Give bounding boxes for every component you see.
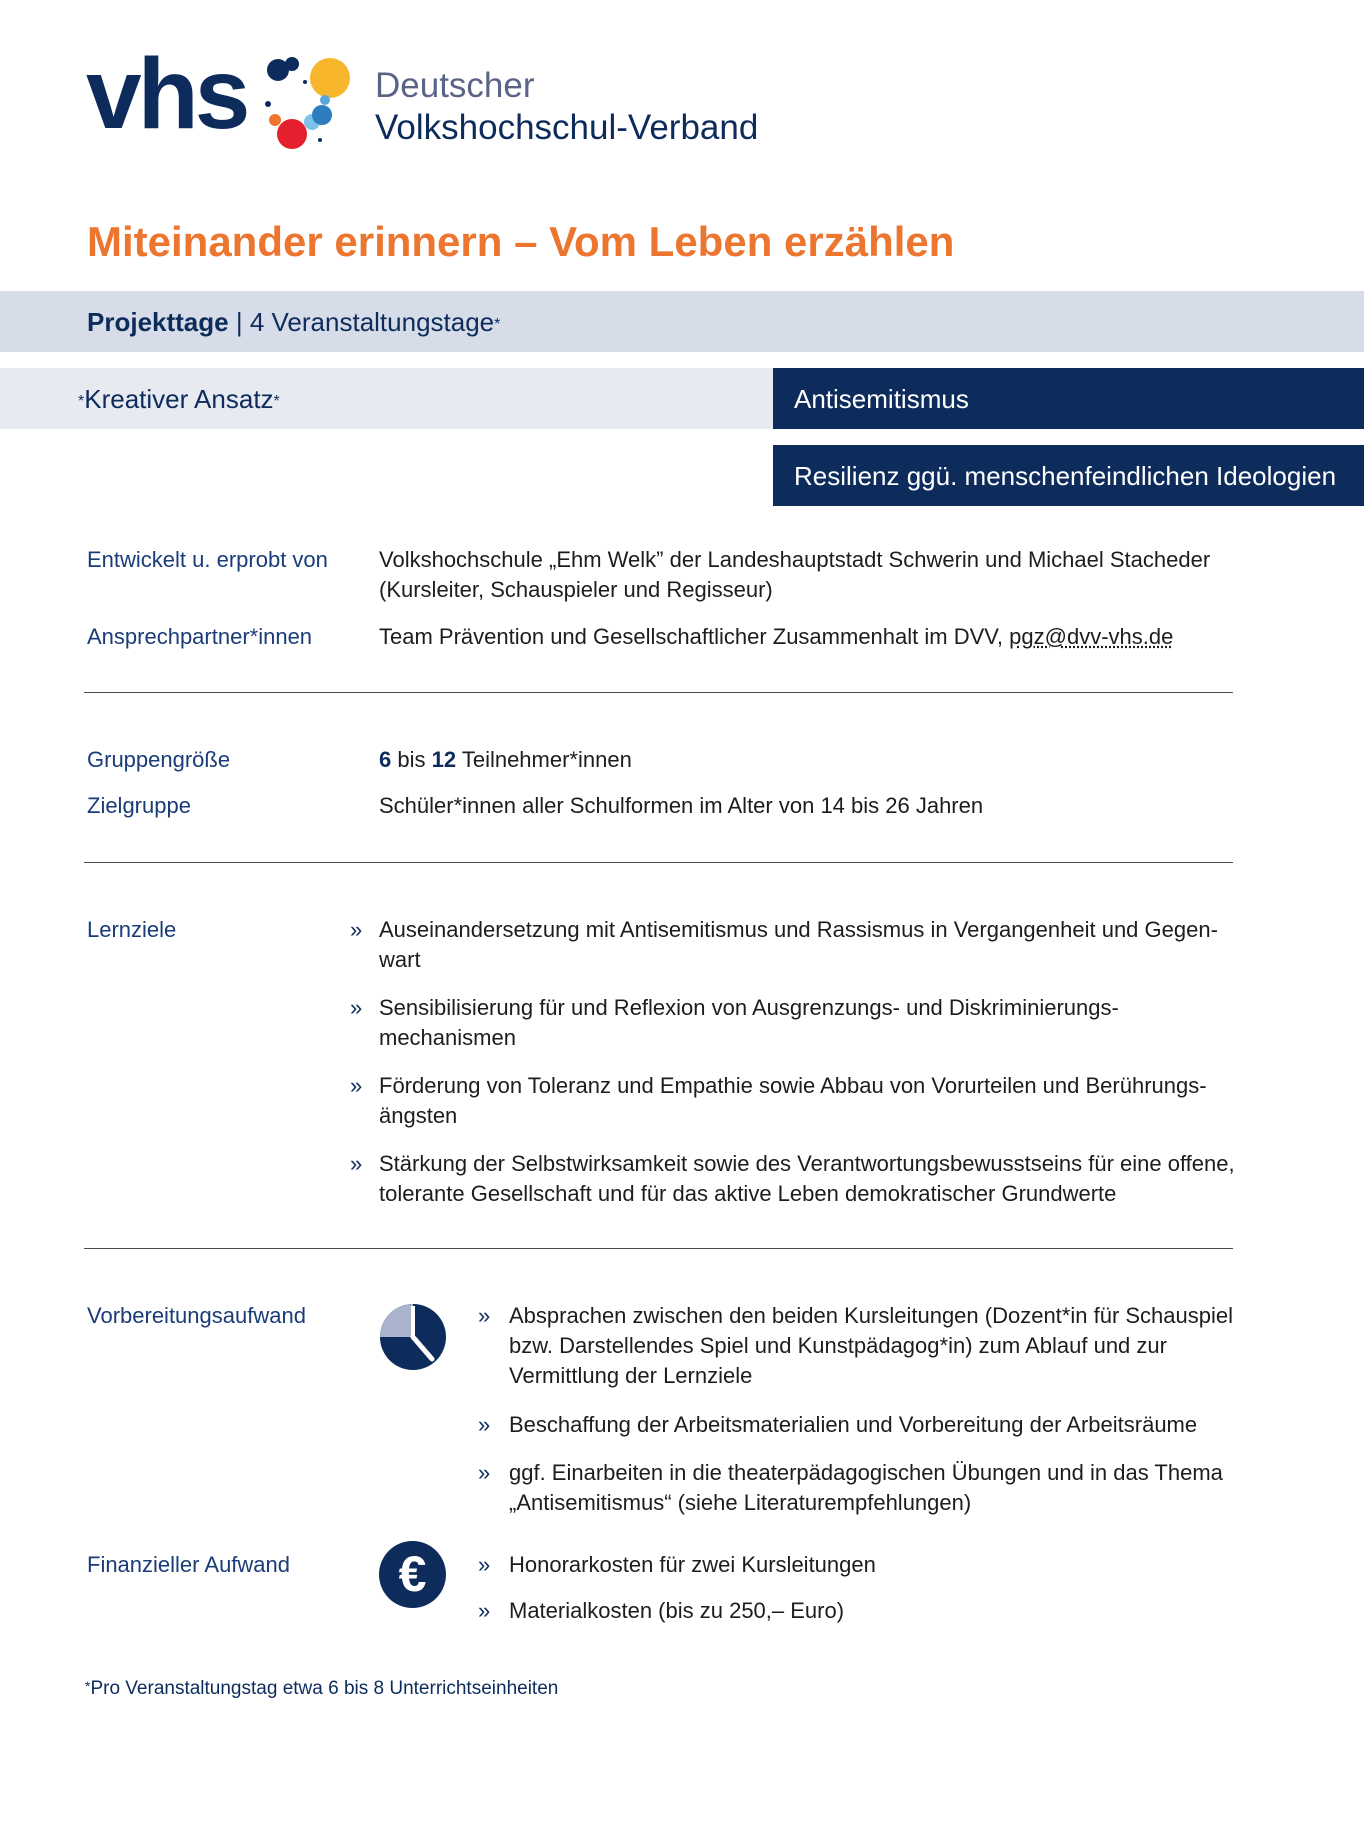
contact-label: Ansprechpartner*innen xyxy=(87,624,313,649)
finance-list xyxy=(478,1550,1238,1642)
org-name-line2: Volkshochschul-Verband xyxy=(375,108,759,147)
prep-text: Beschaffung der Arbeitsmaterialien und Vorbereitung der Arbeitsräume xyxy=(509,1412,1198,1437)
goal-text: Sensibilisierung für und Reflexion von Ausgrenzungs- und Diskriminierungs-mechanismen xyxy=(379,995,1119,1050)
goal-text: Auseinandersetzung mit Antisemitismus und Rassismus in Vergangenheit und Gegen-wart xyxy=(379,917,1218,972)
tag-label: Resilienz ggü. menschenfeindlichen Ideologien xyxy=(794,461,1337,491)
preparation-list xyxy=(478,1301,1238,1536)
bullet: » xyxy=(478,1598,491,1623)
clock-icon xyxy=(379,1303,447,1371)
contact-team: Team Prävention und Gesellschaftlicher Zusammenhalt im DVV, xyxy=(379,624,1004,649)
finance-item xyxy=(478,1550,1238,1596)
logo-dots-icon xyxy=(250,52,360,152)
goal-item xyxy=(350,915,1240,993)
finance-label: Finanzieller Aufwand xyxy=(87,1552,291,1577)
prep-item xyxy=(478,1458,1238,1536)
finance-text: Honorarkosten für zwei Kursleitungen xyxy=(509,1552,876,1577)
target-label: Zielgruppe xyxy=(87,793,191,818)
prep-item xyxy=(478,1301,1238,1410)
goal-item xyxy=(350,993,1240,1071)
preparation-label: Vorbereitungsaufwand xyxy=(87,1303,306,1328)
star: * xyxy=(78,393,85,410)
goals-label: Lernziele xyxy=(87,917,177,942)
bullet: » xyxy=(350,1151,363,1176)
finance-text: Materialkosten (bis zu 250,– Euro) xyxy=(509,1598,845,1623)
footnote xyxy=(85,1678,558,1700)
prep-text: ggf. Einarbeiten in die theaterpädagogischen Übungen und in das Thema „Antisemitismus“ (siehe Literaturempfehlungen) xyxy=(509,1460,1223,1515)
vhs-logo: vhs xyxy=(86,38,247,150)
group-max: 12 xyxy=(431,747,457,772)
developed-value: Volkshochschule „Ehm Welk” der Landeshauptstadt Schwerin und Michael Stacheder (Kursleiter, Schauspieler und Regisseur) xyxy=(379,547,1211,602)
format-text xyxy=(87,307,500,338)
page-title: Miteinander erinnern – Vom Leben erzählen xyxy=(87,218,955,265)
goal-item xyxy=(350,1149,1240,1227)
star: * xyxy=(273,393,280,410)
tag-antisemitismus xyxy=(773,368,1364,429)
bullet: » xyxy=(350,995,363,1020)
footnote-text: Pro Veranstaltungstag etwa 6 bis 8 Unterrichtseinheiten xyxy=(90,1678,559,1699)
org-name-line1: Deutscher xyxy=(375,66,535,105)
bullet: » xyxy=(478,1303,491,1328)
group-label: Gruppengröße xyxy=(87,747,231,772)
goals-list xyxy=(350,915,1240,1227)
goal-text: Förderung von Toleranz und Empathie sowie Abbau von Vorurteilen und Berührungs-ängsten xyxy=(379,1073,1207,1128)
euro-icon: € xyxy=(379,1541,446,1608)
tag-label: Antisemitismus xyxy=(794,384,969,414)
goal-item xyxy=(350,1071,1240,1149)
group-min: 6 xyxy=(379,747,392,772)
format-duration: 4 Veranstaltungstage xyxy=(249,307,495,337)
bullet: » xyxy=(478,1552,491,1577)
target-value: Schüler*innen aller Schulformen im Alter von 14 bis 26 Jahren xyxy=(379,793,984,818)
bullet: » xyxy=(478,1412,491,1437)
divider xyxy=(84,862,1233,863)
approach-label: Kreativer Ansatz xyxy=(84,384,274,414)
group-value xyxy=(379,745,1239,775)
tag-resilienz xyxy=(773,445,1364,506)
developed-label: Entwickelt u. erprobt von xyxy=(87,547,328,572)
bullet: » xyxy=(350,917,363,942)
divider xyxy=(84,692,1233,693)
goal-text: Stärkung der Selbstwirksamkeit sowie des Verantwortungsbewusstseins für eine offene, tolerante Gesellschaft und für das aktive Leben demokratischer Grundwerte xyxy=(379,1151,1235,1206)
format-band xyxy=(0,291,1364,352)
prep-item xyxy=(478,1410,1238,1458)
group-unit: Teilnehmer*innen xyxy=(461,747,632,772)
bullet: » xyxy=(350,1073,363,1098)
group-mid: bis xyxy=(397,747,426,772)
format-type: Projekttage xyxy=(87,307,229,337)
contact-value xyxy=(379,622,1239,652)
divider xyxy=(84,1248,1233,1249)
separator: | xyxy=(235,307,243,337)
finance-item xyxy=(478,1596,1238,1642)
contact-email-link[interactable]: pgz@dvv-vhs.de xyxy=(1009,624,1174,649)
bullet: » xyxy=(478,1460,491,1485)
approach-text xyxy=(78,384,280,415)
approach-band xyxy=(0,368,773,429)
footnote-star: * xyxy=(85,1678,91,1694)
footnote-star: * xyxy=(494,316,501,333)
prep-text: Absprachen zwischen den beiden Kursleitungen (Dozent*in für Schauspiel bzw. Darstellendes Spiel und Kunstpädagog*in) zum Ablauf und zur Vermittlung der Lernziele xyxy=(509,1303,1234,1388)
